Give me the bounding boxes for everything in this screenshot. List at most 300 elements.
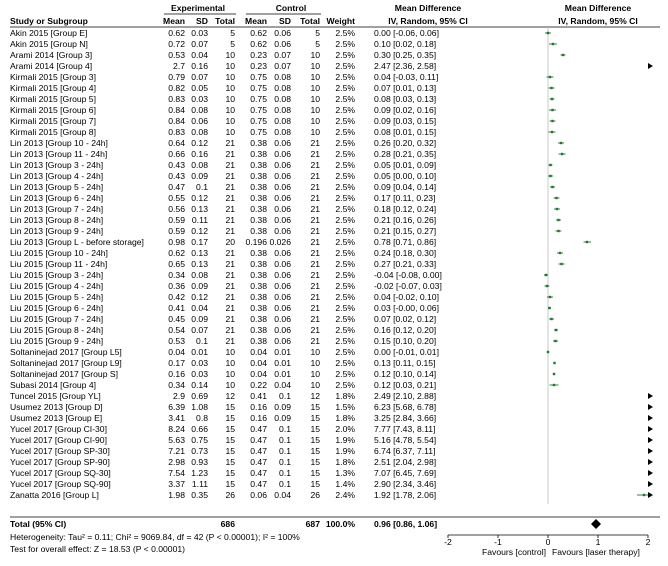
cell-ci: 0.00 [-0.06, 0.06] — [374, 28, 439, 38]
cell-ci: 0.04 [-0.02, 0.10] — [374, 292, 439, 302]
cell-ci: 0.17 [0.11, 0.23] — [374, 193, 436, 203]
cell-c-n: 10 — [310, 94, 320, 104]
cell-study: Zanatta 2016 [Group L] — [10, 490, 99, 500]
cell-weight: 2.5% — [335, 105, 355, 115]
cell-weight: 1.9% — [335, 435, 355, 445]
x-tick-label: 2 — [645, 537, 651, 547]
ci-offscale-arrow — [648, 492, 653, 498]
cell-e-sd: 0.66 — [191, 424, 208, 434]
header-experimental: Experimental — [171, 3, 225, 13]
cell-weight: 2.5% — [335, 204, 355, 214]
cell-study: Arami 2014 [Group 3] — [10, 50, 93, 60]
cell-study: Yucel 2017 [Group SQ-30] — [10, 468, 111, 478]
cell-c-mean: 0.04 — [250, 369, 267, 379]
cell-weight: 2.5% — [335, 292, 355, 302]
cell-c-mean: 0.41 — [250, 391, 267, 401]
cell-c-sd: 0.07 — [274, 61, 291, 71]
cell-ci: 0.12 [0.03, 0.21] — [374, 380, 437, 390]
cell-c-n: 10 — [310, 105, 320, 115]
cell-c-sd: 0.06 — [274, 193, 291, 203]
header-plot-method: IV, Random, 95% CI — [558, 16, 638, 26]
cell-study: Yucel 2017 [Group CI-30] — [10, 424, 107, 434]
cell-e-mean: 0.59 — [168, 215, 185, 225]
cell-c-sd: 0.06 — [274, 292, 291, 302]
heterogeneity-text: Heterogeneity: Tau² = 0.11; Chi² = 9069.84, df = 42 (P < 0.00001); I² = 100% — [10, 532, 300, 542]
table-row — [10, 479, 436, 489]
cell-e-mean: 0.34 — [168, 270, 185, 280]
table-row — [10, 72, 438, 82]
point-estimate — [549, 296, 551, 298]
study-rows — [10, 28, 442, 500]
cell-e-sd: 0.93 — [191, 457, 208, 467]
header-e-mean: Mean — [163, 16, 185, 26]
cell-study: Subasi 2014 [Group 4] — [10, 380, 96, 390]
cell-e-n: 21 — [225, 281, 235, 291]
cell-c-n: 10 — [310, 61, 320, 71]
cell-e-sd: 0.08 — [191, 105, 208, 115]
cell-ci: 0.07 [0.02, 0.12] — [374, 314, 437, 324]
cell-e-mean: 8.24 — [168, 424, 185, 434]
cell-e-n: 10 — [225, 50, 235, 60]
cell-c-sd: 0.01 — [274, 358, 291, 368]
point-estimate — [554, 340, 556, 342]
cell-e-sd: 0.14 — [191, 380, 208, 390]
cell-c-n: 21 — [310, 270, 320, 280]
cell-c-mean: 0.04 — [250, 358, 267, 368]
cell-e-n: 21 — [225, 314, 235, 324]
cell-e-sd: 0.12 — [191, 193, 208, 203]
cell-c-sd: 0.01 — [274, 369, 291, 379]
cell-ci: 2.47 [2.36, 2.58] — [374, 61, 437, 71]
cell-study: Liu 2015 [Group 6 - 24h] — [10, 303, 104, 313]
ci-offscale-arrow — [648, 459, 653, 465]
cell-study: Lin 2013 [Group 11 - 24h] — [10, 149, 108, 159]
cell-e-sd: 0.03 — [191, 94, 208, 104]
cell-c-n: 21 — [310, 138, 320, 148]
cell-e-mean: 0.16 — [168, 369, 185, 379]
cell-study: Lin 2013 [Group 5 - 24h] — [10, 182, 104, 192]
cell-c-sd: 0.07 — [274, 50, 291, 60]
cell-e-sd: 0.16 — [191, 61, 208, 71]
point-estimate — [555, 197, 557, 199]
cell-c-n: 15 — [310, 424, 320, 434]
table-row — [10, 325, 436, 335]
cell-c-sd: 0.09 — [274, 413, 291, 423]
table-row — [10, 116, 436, 126]
cell-e-n: 10 — [225, 105, 235, 115]
cell-c-mean: 0.62 — [250, 28, 267, 38]
cell-e-n: 21 — [225, 270, 235, 280]
cell-c-mean: 0.16 — [250, 413, 267, 423]
cell-weight: 2.5% — [335, 358, 355, 368]
cell-c-n: 15 — [310, 435, 320, 445]
cell-weight: 2.5% — [335, 171, 355, 181]
cell-weight: 2.5% — [335, 347, 355, 357]
cell-weight: 2.5% — [335, 160, 355, 170]
cell-ci: 3.25 [2.84, 3.66] — [374, 413, 437, 423]
table-row — [10, 424, 435, 434]
cell-e-sd: 0.69 — [191, 391, 208, 401]
ci-offscale-arrow — [648, 426, 653, 432]
cell-c-sd: 0.06 — [274, 270, 291, 280]
table-row — [10, 435, 436, 445]
cell-c-sd: 0.1 — [279, 457, 291, 467]
cell-e-n: 15 — [225, 468, 235, 478]
cell-c-mean: 0.38 — [250, 270, 267, 280]
cell-ci: 0.13 [0.11, 0.15] — [374, 358, 436, 368]
header-plot-title: Mean Difference — [564, 3, 632, 13]
cell-ci: 7.77 [7.43, 8.11] — [374, 424, 436, 434]
cell-e-sd: 0.08 — [191, 127, 208, 137]
cell-e-sd: 0.73 — [191, 446, 208, 456]
cell-e-mean: 7.21 — [168, 446, 185, 456]
cell-e-n: 21 — [225, 171, 235, 181]
cell-c-sd: 0.06 — [274, 314, 291, 324]
cell-c-n: 21 — [310, 193, 320, 203]
cell-e-mean: 0.55 — [168, 193, 185, 203]
cell-c-sd: 0.06 — [274, 226, 291, 236]
cell-study: Liu 2015 [Group 11 - 24h] — [10, 259, 108, 269]
cell-c-n: 21 — [310, 281, 320, 291]
cell-e-sd: 0.03 — [191, 358, 208, 368]
cell-e-mean: 3.37 — [168, 479, 185, 489]
cell-study: Liu 2015 [Group 7 - 24h] — [10, 314, 104, 324]
cell-weight: 1.4% — [335, 479, 355, 489]
cell-ci: 0.08 [0.01, 0.15] — [374, 127, 437, 137]
cell-c-mean: 0.38 — [250, 204, 267, 214]
cell-e-n: 21 — [225, 226, 235, 236]
point-estimate — [553, 362, 555, 364]
cell-e-mean: 0.98 — [168, 237, 185, 247]
cell-e-sd: 0.08 — [191, 270, 208, 280]
cell-e-mean: 0.62 — [168, 28, 185, 38]
point-estimate — [549, 164, 551, 166]
cell-weight: 1.8% — [335, 391, 355, 401]
cell-c-n: 5 — [315, 28, 320, 38]
point-estimate — [551, 109, 553, 111]
cell-e-n: 10 — [225, 358, 235, 368]
cell-e-sd: 0.12 — [191, 226, 208, 236]
ci-offscale-arrow — [648, 470, 653, 476]
cell-e-mean: 0.56 — [168, 204, 185, 214]
cell-weight: 2.5% — [335, 336, 355, 346]
cell-c-n: 21 — [310, 149, 320, 159]
cell-e-n: 21 — [225, 193, 235, 203]
cell-e-mean: 6.39 — [168, 402, 185, 412]
cell-ci: 0.27 [0.21, 0.33] — [374, 259, 437, 269]
cell-c-n: 21 — [310, 160, 320, 170]
cell-e-n: 15 — [225, 435, 235, 445]
cell-e-n: 10 — [225, 380, 235, 390]
cell-e-sd: 0.12 — [191, 292, 208, 302]
cell-c-mean: 0.47 — [250, 479, 267, 489]
point-estimate — [546, 285, 548, 287]
cell-study: Lin 2013 [Group 4 - 24h] — [10, 171, 104, 181]
cell-ci: 0.05 [0.00, 0.10] — [374, 171, 437, 181]
cell-study: Kirmali 2015 [Group 4] — [10, 83, 96, 93]
x-tick-label: -2 — [444, 537, 452, 547]
cell-ci: 0.08 [0.03, 0.13] — [374, 94, 437, 104]
cell-e-mean: 0.64 — [168, 138, 185, 148]
cell-c-sd: 0.06 — [274, 325, 291, 335]
cell-e-sd: 0.1 — [196, 336, 208, 346]
cell-c-sd: 0.06 — [274, 336, 291, 346]
point-estimate — [551, 131, 553, 133]
point-estimate — [552, 43, 554, 45]
cell-e-mean: 0.17 — [168, 358, 185, 368]
cell-c-n: 10 — [310, 83, 320, 93]
table-row — [10, 446, 435, 456]
table-row — [10, 94, 436, 104]
table-row — [10, 259, 436, 269]
cell-c-sd: 0.09 — [274, 402, 291, 412]
cell-ci: 0.12 [0.10, 0.14] — [374, 369, 437, 379]
header-e-total: Total — [215, 16, 235, 26]
cell-e-sd: 0.06 — [191, 116, 208, 126]
cell-e-mean: 0.34 — [168, 380, 185, 390]
cell-weight: 2.5% — [335, 39, 355, 49]
cell-weight: 2.5% — [335, 61, 355, 71]
favours-left: Favours [control] — [482, 547, 546, 557]
cell-ci: 2.49 [2.10, 2.88] — [374, 391, 437, 401]
cell-e-mean: 2.98 — [168, 457, 185, 467]
table-row — [10, 292, 439, 302]
cell-study: Usumez 2013 [Group E] — [10, 413, 103, 423]
cell-c-mean: 0.75 — [250, 127, 267, 137]
cell-ci: 0.18 [0.12, 0.24] — [374, 204, 437, 214]
cell-ci: 0.03 [-0.00, 0.06] — [374, 303, 439, 313]
point-estimate — [557, 219, 559, 221]
table-row — [10, 105, 436, 115]
cell-c-mean: 0.38 — [250, 215, 267, 225]
cell-study: Tuncel 2015 [Group YL] — [10, 391, 101, 401]
cell-ci: 0.16 [0.12, 0.20] — [374, 325, 437, 335]
cell-ci: 0.05 [0.01, 0.09] — [374, 160, 437, 170]
cell-e-n: 21 — [225, 160, 235, 170]
cell-e-n: 5 — [230, 39, 235, 49]
cell-c-sd: 0.08 — [274, 72, 291, 82]
cell-c-mean: 0.38 — [250, 182, 267, 192]
table-row — [10, 171, 436, 181]
cell-c-n: 10 — [310, 127, 320, 137]
point-estimate — [557, 230, 559, 232]
header-c-mean: Mean — [245, 16, 267, 26]
table-row — [10, 391, 436, 401]
total-c-n: 687 — [305, 519, 320, 529]
cell-c-sd: 0.1 — [279, 424, 291, 434]
table-row — [10, 215, 436, 225]
cell-c-n: 21 — [310, 237, 320, 247]
cell-c-sd: 0.06 — [274, 248, 291, 258]
cell-c-n: 21 — [310, 204, 320, 214]
header-e-sd: SD — [196, 16, 208, 26]
cell-c-n: 10 — [310, 116, 320, 126]
cell-c-sd: 0.06 — [274, 281, 291, 291]
cell-study: Usumez 2013 [Group D] — [10, 402, 103, 412]
cell-c-n: 5 — [315, 39, 320, 49]
cell-e-mean: 1.98 — [168, 490, 185, 500]
cell-ci: 0.78 [0.71, 0.86] — [374, 237, 437, 247]
cell-c-sd: 0.1 — [279, 446, 291, 456]
cell-c-mean: 0.47 — [250, 424, 267, 434]
cell-study: Liu 2015 [Group 10 - 24h] — [10, 248, 108, 258]
cell-e-mean: 0.47 — [168, 182, 185, 192]
point-estimate — [562, 54, 564, 56]
cell-e-mean: 2.9 — [173, 391, 185, 401]
cell-e-sd: 0.8 — [196, 413, 208, 423]
cell-study: Akin 2015 [Group E] — [10, 28, 88, 38]
cell-study: Akin 2015 [Group N] — [10, 39, 88, 49]
cell-e-mean: 0.41 — [168, 303, 185, 313]
cell-study: Yucel 2017 [Group SP-30] — [10, 446, 110, 456]
cell-weight: 2.5% — [335, 149, 355, 159]
cell-c-n: 10 — [310, 358, 320, 368]
table-row — [10, 281, 442, 291]
cell-c-sd: 0.06 — [274, 138, 291, 148]
point-estimate — [545, 274, 547, 276]
x-tick-label: 0 — [545, 537, 551, 547]
cell-c-mean: 0.38 — [250, 303, 267, 313]
cell-e-n: 10 — [225, 347, 235, 357]
cell-e-n: 15 — [225, 402, 235, 412]
x-tick-label: -1 — [494, 537, 502, 547]
cell-c-mean: 0.38 — [250, 171, 267, 181]
cell-e-sd: 0.07 — [191, 72, 208, 82]
cell-weight: 2.5% — [335, 281, 355, 291]
cell-e-n: 21 — [225, 292, 235, 302]
point-estimate — [553, 373, 555, 375]
cell-c-n: 10 — [310, 380, 320, 390]
cell-e-sd: 0.13 — [191, 259, 208, 269]
cell-weight: 2.5% — [335, 127, 355, 137]
table-row — [10, 39, 436, 49]
cell-e-sd: 1.11 — [191, 479, 208, 489]
cell-e-mean: 0.53 — [168, 50, 185, 60]
header-control: Control — [275, 3, 307, 13]
cell-weight: 2.5% — [335, 83, 355, 93]
cell-weight: 2.0% — [335, 424, 355, 434]
cell-weight: 1.3% — [335, 468, 355, 478]
cell-c-mean: 0.04 — [250, 347, 267, 357]
cell-c-n: 21 — [310, 336, 320, 346]
overall-diamond — [591, 519, 601, 529]
cell-e-n: 21 — [225, 182, 235, 192]
cell-c-sd: 0.06 — [274, 303, 291, 313]
cell-e-n: 26 — [225, 490, 235, 500]
cell-study: Kirmali 2015 [Group 5] — [10, 94, 96, 104]
cell-c-mean: 0.75 — [250, 105, 267, 115]
point-estimate — [643, 494, 645, 496]
cell-ci: -0.02 [-0.07, 0.03] — [374, 281, 442, 291]
total-label: Total (95% CI) — [10, 519, 67, 529]
cell-c-sd: 0.06 — [274, 204, 291, 214]
cell-study: Yucel 2017 [Group SQ-90] — [10, 479, 111, 489]
cell-e-sd: 0.12 — [191, 138, 208, 148]
cell-e-n: 15 — [225, 413, 235, 423]
cell-e-mean: 3.41 — [168, 413, 185, 423]
cell-c-sd: 0.08 — [274, 94, 291, 104]
cell-c-mean: 0.75 — [250, 94, 267, 104]
point-estimate — [559, 252, 561, 254]
cell-study: Lin 2013 [Group 6 - 24h] — [10, 193, 104, 203]
cell-study: Soltaninejad 2017 [Group L5] — [10, 347, 122, 357]
cell-e-n: 15 — [225, 446, 235, 456]
cell-e-mean: 0.84 — [168, 116, 185, 126]
point-estimate — [586, 241, 588, 243]
cell-e-n: 10 — [225, 369, 235, 379]
point-estimate — [560, 142, 562, 144]
cell-e-mean: 0.45 — [168, 314, 185, 324]
cell-e-mean: 0.84 — [168, 105, 185, 115]
point-estimate — [561, 153, 563, 155]
cell-weight: 2.5% — [335, 182, 355, 192]
table-row — [10, 369, 436, 379]
point-estimate — [549, 175, 551, 177]
cell-e-n: 21 — [225, 336, 235, 346]
cell-e-sd: 0.17 — [191, 237, 208, 247]
cell-e-sd: 0.16 — [191, 149, 208, 159]
header-study: Study or Subgroup — [10, 16, 88, 26]
cell-c-sd: 0.06 — [274, 39, 291, 49]
cell-ci: 0.09 [0.04, 0.14] — [374, 182, 437, 192]
cell-c-mean: 0.47 — [250, 468, 267, 478]
cell-c-sd: 0.08 — [274, 116, 291, 126]
cell-weight: 2.4% — [335, 490, 355, 500]
overall-effect-text: Test for overall effect: Z = 18.53 (P < 0.00001) — [10, 544, 186, 554]
cell-study: Liu 2013 [Group L - before storage] — [10, 237, 144, 247]
cell-weight: 2.5% — [335, 325, 355, 335]
cell-c-n: 21 — [310, 325, 320, 335]
cell-c-sd: 0.04 — [274, 490, 291, 500]
cell-c-mean: 0.38 — [250, 226, 267, 236]
table-row — [10, 204, 436, 214]
cell-e-sd: 0.04 — [191, 303, 208, 313]
cell-e-mean: 0.36 — [168, 281, 185, 291]
cell-c-n: 10 — [310, 72, 320, 82]
ci-offscale-arrow — [648, 415, 653, 421]
cell-e-sd: 0.09 — [191, 314, 208, 324]
cell-ci: 0.10 [0.02, 0.18] — [374, 39, 437, 49]
cell-e-n: 10 — [225, 61, 235, 71]
cell-e-n: 15 — [225, 479, 235, 489]
cell-weight: 2.5% — [335, 94, 355, 104]
cell-e-mean: 0.66 — [168, 149, 185, 159]
table-row — [10, 193, 435, 203]
point-estimate — [551, 98, 553, 100]
cell-c-mean: 0.47 — [250, 457, 267, 467]
cell-e-n: 15 — [225, 457, 235, 467]
cell-weight: 2.5% — [335, 50, 355, 60]
cell-ci: 0.00 [-0.01, 0.01] — [374, 347, 439, 357]
cell-c-mean: 0.196 — [245, 237, 267, 247]
cell-ci: 0.04 [-0.03, 0.11] — [374, 72, 439, 82]
table-row — [10, 160, 436, 170]
cell-c-n: 21 — [310, 314, 320, 324]
cell-c-sd: 0.04 — [274, 380, 291, 390]
cell-e-n: 21 — [225, 204, 235, 214]
table-row — [10, 149, 436, 159]
cell-c-mean: 0.23 — [250, 50, 267, 60]
cell-c-n: 21 — [310, 226, 320, 236]
cell-c-mean: 0.75 — [250, 83, 267, 93]
cell-e-mean: 0.04 — [168, 347, 185, 357]
cell-c-sd: 0.06 — [274, 259, 291, 269]
cell-c-sd: 0.08 — [274, 83, 291, 93]
cell-c-n: 15 — [310, 479, 320, 489]
cell-study: Liu 2015 [Group 8 - 24h] — [10, 325, 104, 335]
cell-ci: 2.51 [2.04, 2.98] — [374, 457, 437, 467]
cell-study: Lin 2013 [Group 3 - 24h] — [10, 160, 104, 170]
